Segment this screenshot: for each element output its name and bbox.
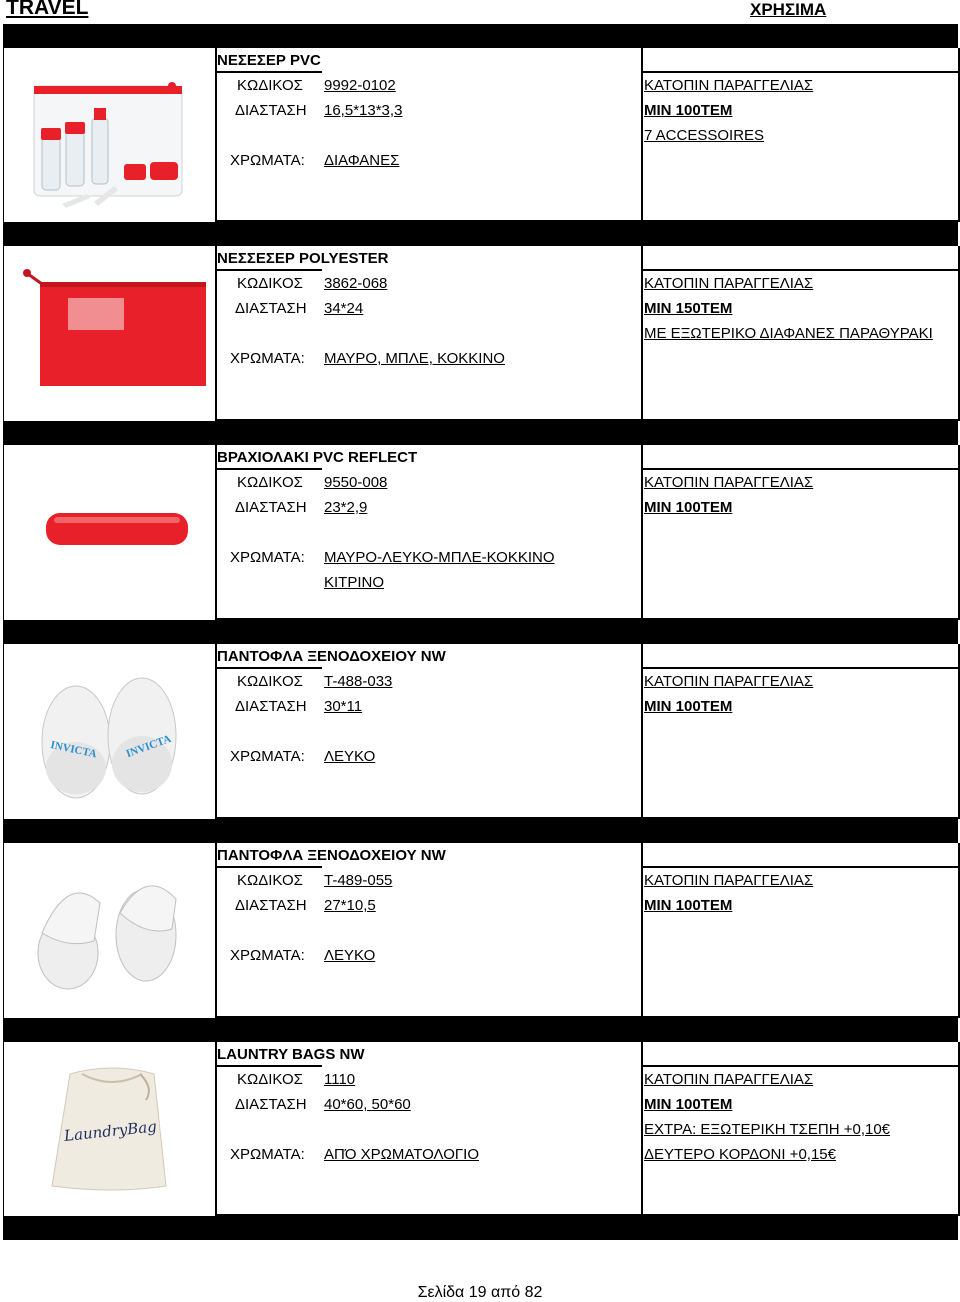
dimension-label: ΔΙΑΣΤΑΣΗ [235,300,307,317]
product-dimension: 40*60, 50*60 [324,1096,411,1113]
order-text: ΚΑΤΟΠΙΝ ΠΑΡΑΓΓΕΛΙΑΣ [644,1071,814,1088]
product-note: 7 ACCESSOIRES [644,127,765,144]
min-quantity: MIN 100TEM [644,499,733,516]
product-name: ΠΑΝΤΟΦΛΑ ΞΕΝΟΔΟΧΕΙΟΥ NW [217,648,446,665]
min-quantity: MIN 100TEM [644,102,733,119]
product-code: T-488-033 [324,673,393,690]
product-name: ΠΑΝΤΟΦΛΑ ΞΕΝΟΔΟΧΕΙΟΥ NW [217,847,446,864]
open-toe-slippers-image [28,863,196,993]
section-title: TRAVEL [6,0,89,19]
product-note: ΜΕ ΕΞΩΤΕΡΙΚΟ ΔΙΑΦΑΝΕΣ ΠΑΡΑΘΥΡΑΚΙ [644,325,933,342]
product-image-cell [3,445,216,620]
product-colors: ΔΙΑΦΑΝΕΣ [324,152,400,169]
min-quantity: MIN 150TEM [644,300,733,317]
product-block [3,48,958,222]
product-block [3,644,958,819]
separator-bar [3,620,958,644]
separator-bar [3,421,958,445]
product-note: ΕΧΤΡΑ: ΕΞΩΤΕΡΙΚΗ ΤΣΕΠΗ +0,10€ [644,1121,891,1138]
product-image-cell [3,48,216,222]
dimension-label: ΔΙΑΣΤΑΣΗ [235,897,307,914]
min-quantity: MIN 100TEM [644,897,733,914]
colors-label: ΧΡΩΜΑΤΑ: [230,1146,305,1163]
product-colors: ΑΠΌ ΧΡΩΜΑΤΟΛΟΓΙΟ [324,1146,479,1163]
product-code: 1110 [324,1071,356,1088]
code-label: ΚΩΔΙΚΟΣ [237,673,303,690]
min-quantity: MIN 100TEM [644,1096,733,1113]
code-label: ΚΩΔΙΚΟΣ [237,275,303,292]
code-label: ΚΩΔΙΚΟΣ [237,474,303,491]
polyester-pouch-image [22,268,212,394]
product-colors: ΛΕΥΚΟ [324,947,376,964]
product-name: ΒΡΑΧΙΟΛΑΚΙ PVC REFLECT [217,449,418,466]
pvc-toiletry-bag-image [32,78,192,208]
product-dimension: 27*10,5 [324,897,376,914]
laundry-bag-image [42,1060,182,1195]
page-number: Σελίδα 19 από 82 [417,1284,543,1301]
product-code: 3862-068 [324,275,388,292]
order-text: ΚΑΤΟΠΙΝ ΠΑΡΑΓΓΕΛΙΑΣ [644,474,814,491]
code-label: ΚΩΔΙΚΟΣ [237,77,303,94]
code-label: ΚΩΔΙΚΟΣ [237,872,303,889]
closed-toe-slippers-image [30,660,190,800]
product-image-cell [3,1042,216,1216]
product-colors-line2: ΚΙΤΡΙΝΟ [324,574,385,591]
product-block [3,1042,958,1216]
separator-bar [3,1216,958,1240]
product-name: ΝΕΣΣΕΣΕΡ POLYESTER [217,250,389,267]
category-title: ΧΡΗΣΙΜΑ [750,0,827,19]
svg-text:INVICTA: INVICTA [124,732,173,761]
product-colors: ΛΕΥΚΟ [324,748,376,765]
order-text: ΚΑΤΟΠΙΝ ΠΑΡΑΓΓΕΛΙΑΣ [644,275,814,292]
reflective-bracelet-image [42,507,192,551]
order-text: ΚΑΤΟΠΙΝ ΠΑΡΑΓΓΕΛΙΑΣ [644,77,814,94]
dimension-label: ΔΙΑΣΤΑΣΗ [235,698,307,715]
dimension-label: ΔΙΑΣΤΑΣΗ [235,102,307,119]
colors-label: ΧΡΩΜΑΤΑ: [230,549,305,566]
product-dimension: 30*11 [324,698,363,715]
product-note: ΔΕΥΤΕΡΟ ΚΟΡΔΟΝΙ +0,15€ [644,1146,836,1163]
product-image-cell [3,843,216,1018]
colors-label: ΧΡΩΜΑΤΑ: [230,748,305,765]
dimension-label: ΔΙΑΣΤΑΣΗ [235,1096,307,1113]
colors-label: ΧΡΩΜΑΤΑ: [230,350,305,367]
product-colors: ΜΑΥΡΟ-ΛΕΥΚΟ-ΜΠΛΕ-ΚΟΚΚΙΝΟ [324,549,555,566]
product-image-cell [3,644,216,819]
svg-text:LaundryBag: LaundryBag [63,1117,158,1145]
product-dimension: 23*2,9 [324,499,368,516]
separator-bar [3,222,958,246]
product-image-cell [3,246,216,421]
product-block [3,246,958,421]
product-dimension: 16,5*13*3,3 [324,102,403,119]
product-colors: ΜΑΥΡΟ, ΜΠΛΕ, ΚΟΚΚΙΝΟ [324,350,505,367]
colors-label: ΧΡΩΜΑΤΑ: [230,152,305,169]
product-code: 9550-008 [324,474,388,491]
product-code: T-489-055 [324,872,393,889]
svg-text:INVICTA: INVICTA [49,738,98,761]
product-dimension: 34*24 [324,300,364,317]
min-quantity: MIN 100TEM [644,698,733,715]
product-block [3,843,958,1018]
dimension-label: ΔΙΑΣΤΑΣΗ [235,499,307,516]
separator-bar [3,24,958,48]
code-label: ΚΩΔΙΚΟΣ [237,1071,303,1088]
product-code: 9992-0102 [324,77,396,94]
separator-bar [3,1018,958,1042]
product-block [3,445,958,620]
separator-bar [3,819,958,843]
product-name: ΝΕΣΕΣΕΡ PVC [217,52,321,69]
order-text: ΚΑΤΟΠΙΝ ΠΑΡΑΓΓΕΛΙΑΣ [644,872,814,889]
order-text: ΚΑΤΟΠΙΝ ΠΑΡΑΓΓΕΛΙΑΣ [644,673,814,690]
product-name: LAUNTRY BAGS NW [217,1046,365,1063]
colors-label: ΧΡΩΜΑΤΑ: [230,947,305,964]
